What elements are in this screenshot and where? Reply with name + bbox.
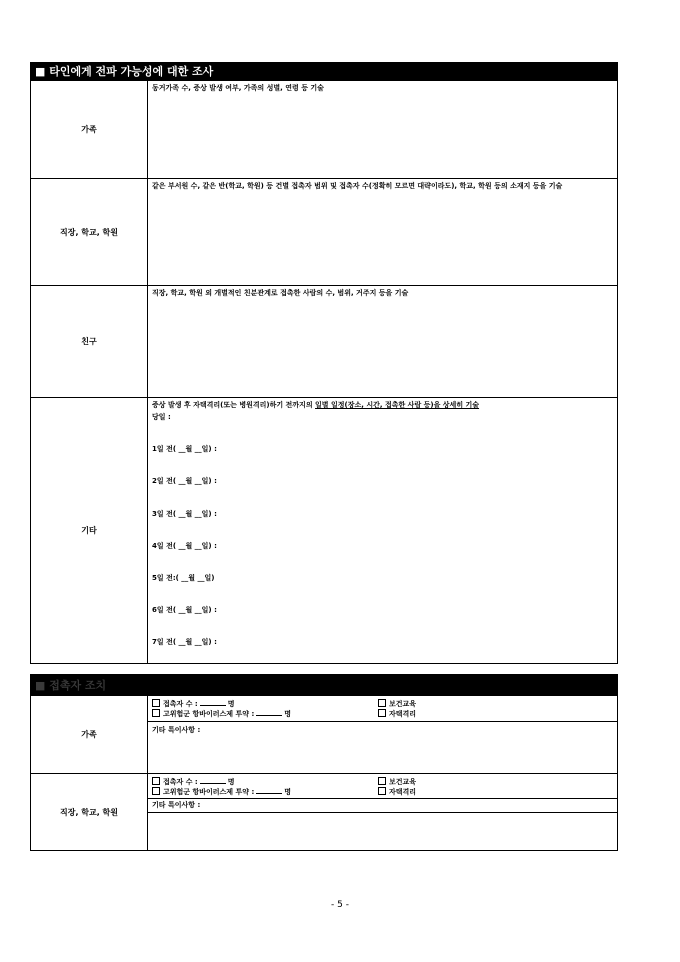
divider	[148, 812, 617, 813]
row-label: 직장, 학교, 학원	[31, 179, 148, 286]
section-title: ■ 접촉자 조치	[35, 678, 107, 692]
antiviral-count-input[interactable]	[256, 709, 282, 716]
section-header-contact-measures	[30, 674, 618, 695]
contact-measures-table	[30, 695, 618, 851]
day-same: 당일 :	[152, 413, 171, 422]
section-header-transmission	[30, 62, 618, 80]
other-intro: 증상 발생 후 자택격리(또는 병원격리)하기 전까지의 일별 일정(장소, 시간, 접촉한 사람 등)을 상세히 기술	[152, 401, 480, 409]
row-workplace	[31, 179, 618, 286]
day-1: 1일 전( __월 __일) :	[152, 445, 217, 454]
day-5: 5일 전:( __월 __일)	[152, 573, 215, 582]
day-2: 2일 전( __월 __일) :	[152, 477, 217, 486]
row-label: 직장, 학교, 학원	[31, 774, 148, 851]
underlined-instruction: 일별 일정(장소, 시간, 접촉한 사람 등)을 상세히 기술	[315, 401, 480, 409]
transmission-survey-table	[30, 80, 618, 664]
row-label: 기타	[31, 398, 148, 664]
day-7: 7일 전( __월 __일) :	[152, 638, 217, 647]
checkbox[interactable]	[152, 699, 160, 707]
checkbox[interactable]	[378, 777, 386, 785]
section-title: ■ 타인에게 전파 가능성에 대한 조사	[35, 65, 214, 78]
other-field[interactable]	[148, 398, 618, 664]
day-4: 4일 전( __월 __일) :	[152, 541, 217, 550]
checkbox[interactable]	[152, 709, 160, 717]
checkbox[interactable]	[378, 787, 386, 795]
day-6: 6일 전( __월 __일) :	[152, 605, 217, 614]
checkbox[interactable]	[378, 699, 386, 707]
notes-field[interactable]: 기타 특이사항 :	[152, 726, 201, 734]
row-description: 동거가족 수, 증상 발생 여부, 가족의 성별, 연령 등 기술	[152, 84, 324, 92]
row-description: 직장, 학교, 학원 외 개별적인 친분관계로 접촉한 사람의 수, 범위, 거주지 등을 기술	[152, 289, 409, 297]
workplace-field[interactable]	[148, 179, 618, 286]
row-label: 가족	[31, 81, 148, 179]
row-label: 가족	[31, 696, 148, 774]
checkbox[interactable]	[152, 787, 160, 795]
row-friends	[31, 286, 618, 398]
row-description: 같은 부서원 수, 같은 반(학교, 학원) 등 건별 접촉자 범위 및 접촉자 수(정확히 모르면 대략이라도), 학교, 학원 등의 소재지 등을 기술	[152, 182, 563, 190]
notes-field[interactable]: 기타 특이사항 :	[152, 801, 201, 809]
family-field[interactable]	[148, 81, 618, 179]
measure-row-workplace: 직장, 학교, 학원 접촉자 수 : 명 보건교육 고위험군 항바이러스제 투약 : 명 자택격리 기타 특이사항 :	[31, 774, 618, 851]
checkbox[interactable]	[152, 777, 160, 785]
friends-field[interactable]	[148, 286, 618, 398]
page-number: - 5 -	[331, 900, 349, 910]
row-label: 친구	[31, 286, 148, 398]
row-family	[31, 81, 618, 179]
divider	[148, 798, 617, 799]
row-other	[31, 398, 618, 664]
antiviral-count-input[interactable]	[256, 787, 282, 794]
divider	[148, 721, 617, 722]
contacts-count-input[interactable]	[200, 699, 226, 706]
day-3: 3일 전( __월 __일) :	[152, 509, 217, 518]
contacts-count-input[interactable]	[200, 777, 226, 784]
measure-row-family: 가족 접촉자 수 : 명 보건교육 고위험군 항바이러스제 투약 : 명 자택격리 기타 특이사항 :	[31, 696, 618, 774]
checkbox[interactable]	[378, 709, 386, 717]
